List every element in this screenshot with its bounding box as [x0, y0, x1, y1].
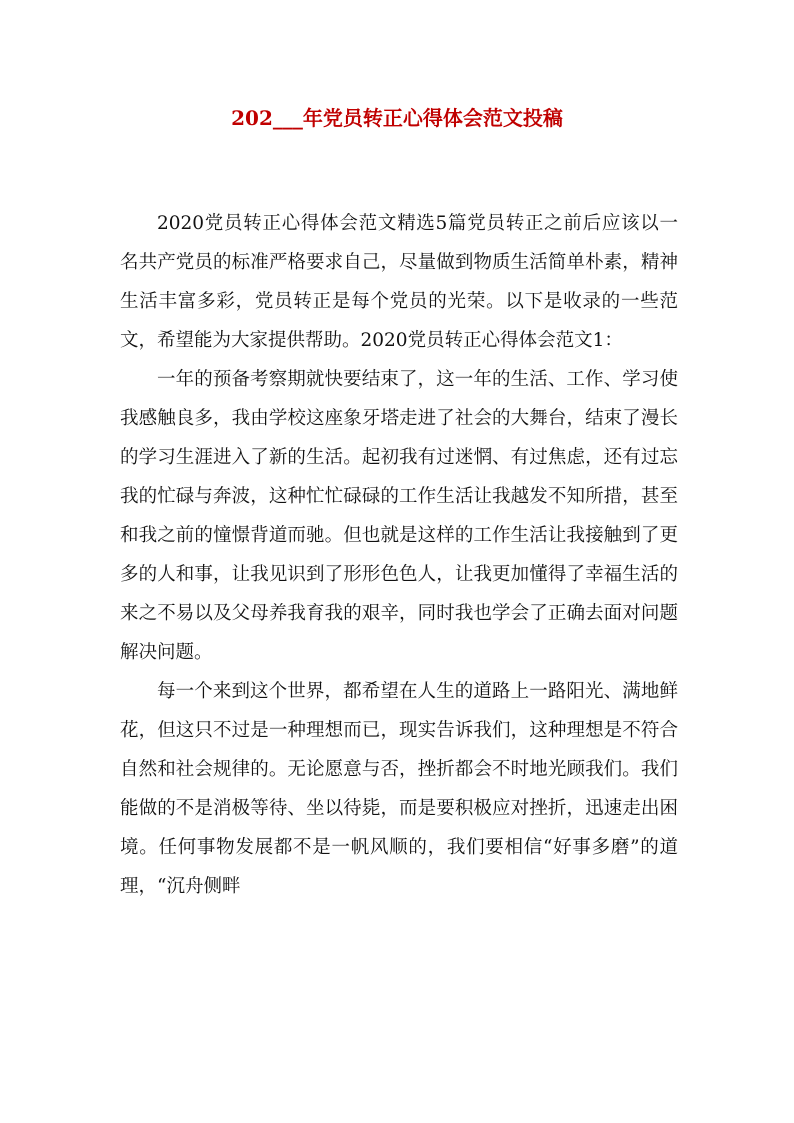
document-title: 202___年党员转正心得体会范文投稿: [231, 106, 563, 130]
document-body: [120, 204, 678, 906]
paragraph-year-review: 一年的预备考察期就快要结束了，这一年的生活、工作、学习使我感触良多，我由学校这座象牙塔走进了社会的大舞台，结束了漫长的学习生涯进入了新的生活。起初我有过迷惘、有过焦虑，还有过忘我的忙碌与奔波，这种忙忙碌碌的工作生活让我越发不知所措，甚至和我之前的憧憬背道而驰。但也就是这样的工作生活让我接触到了更多的人和事，让我见识到了形形色色人，让我更加懂得了幸福生活的来之不易以及父母养我育我的艰辛，同时我也学会了正确去面对问题解决问题。: [120, 369, 678, 663]
paragraph-facing-setbacks: 每一个来到这个世界，都希望在人生的道路上一路阳光、满地鲜花，但这只不过是一种理想而已，现实告诉我们，这种理想是不符合自然和社会规律的。无论愿意与否，挫折都会不时地光顾我们。我们能做的不是消极等待、坐以待毙，而是要积极应对挫折，迅速走出困境。任何事物发展都不是一帆风顺的，我们要相信“好事多磨”的道理，“沉舟侧畔: [120, 681, 678, 897]
paragraph-intro: 2020党员转正心得体会范文精选5篇党员转正之前后应该以一名共产党员的标准严格要求自己，尽量做到物质生活简单朴素，精神生活丰富多彩，党员转正是每个党员的光荣。以下是收录的一些范文，希望能为大家提供帮助。2020党员转正心得体会范文1：: [120, 213, 678, 351]
